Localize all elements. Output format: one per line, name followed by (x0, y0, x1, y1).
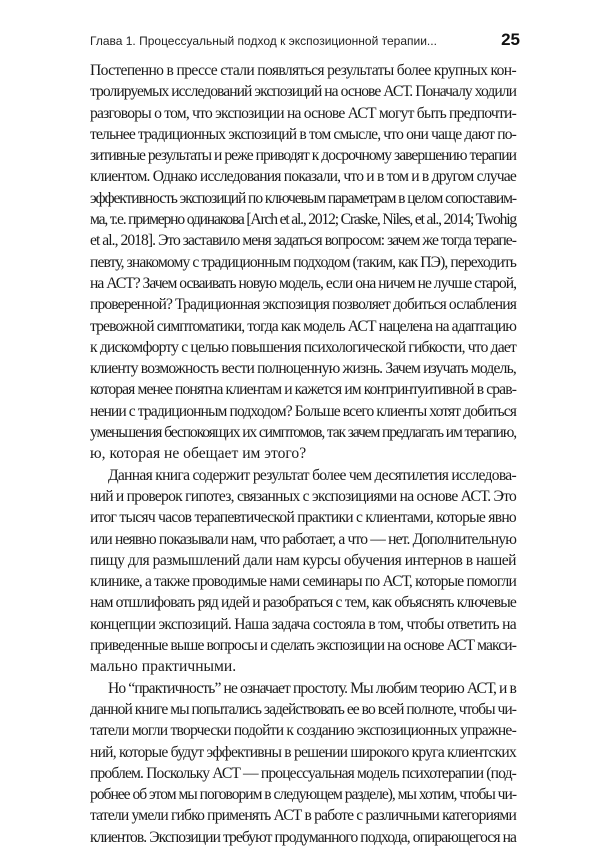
text-line: ний, которые будут эффективны в решении широкого круга клиентских (90, 743, 516, 761)
text-line: ю, которая не обещает им этого? (90, 445, 307, 463)
text-line: татели могли творчески подойти к созданию экспозиционных упражне- (90, 722, 516, 740)
page-number: 25 (501, 30, 520, 49)
text-line: татели умели гибко применять АСТ в работе с различными категориями (90, 807, 516, 825)
text-line: ма, т.е. примерно одинакова [Arch et al., 2012; Craske, Niles, et al., 2014; Twohig (90, 211, 516, 229)
paragraph-3 (90, 678, 516, 848)
text-line: пищу для размышлений дали нам курсы обучения интернов в нашей (90, 551, 516, 569)
text-line: эффективность экспозиций по ключевым параметрам в целом сопоставим- (90, 189, 517, 207)
text-line: к дискомфорту с целью повышения психологической гибкости, что дает (90, 338, 516, 356)
text-line: Но “практичность” не означает простоту. Мы любим теорию АСТ, и в (108, 679, 516, 697)
text-line: проверенной? Традиционная экспозиция позволяет добиться ослабления (90, 296, 516, 314)
text-line: клинике, а также проводимые нами семинары по АСТ, которые помогли (90, 573, 516, 591)
text-line: зитивные результаты и реже приводят к досрочному завершению терапии (90, 147, 516, 165)
running-title: Глава 1. Процессуальный подход к экспозиционной терапии... (90, 34, 437, 48)
body-text (90, 60, 516, 848)
text-line: нении с традиционным подходом? Больше всего клиенты хотят добиться (90, 402, 516, 420)
text-line: нам отшлифовать ряд идей и разобраться с тем, как объяснять ключевые (90, 594, 516, 612)
text-line: клиенту возможность вести полноценную жизнь. Зачем изучать модель, (90, 360, 516, 378)
text-line: приведенные выше вопросы и сделать экспозиции на основе АСТ макси- (90, 637, 516, 655)
text-line: et al., 2018]. Это заставило меня задаться вопросом: зачем же тогда терапе- (90, 232, 516, 250)
text-line: разговоры о том, что экспозиции на основе АСТ могут быть предпочти- (90, 104, 516, 122)
page-header (90, 30, 520, 52)
text-line: или неявно показывали нам, что работает, а что — нет. Дополнительную (90, 530, 516, 548)
text-line: концепции экспозиций. Наша задача состояла в том, чтобы ответить на (90, 615, 516, 633)
text-line: уменьшения беспокоящих их симптомов, так зачем предлагать им терапию, (90, 424, 516, 442)
text-line: Данная книга содержит результат более чем десятилетия исследова- (108, 466, 516, 484)
text-line: на АСТ? Зачем осваивать новую модель, если она ничем не лучше старой, (90, 274, 516, 292)
text-line: проблем. Поскольку АСТ — процессуальная модель психотерапии (под- (90, 764, 516, 782)
paragraph-1 (90, 60, 516, 465)
text-line: клиентом. Однако исследования показали, что и в том и в другом случае (90, 168, 516, 186)
text-line: клиентов. Экспозиции требуют продуманного подхода, опирающегося на (90, 828, 516, 846)
paragraph-2 (90, 465, 516, 678)
text-line: тревожной симптоматики, тогда как модель АСТ нацелена на адаптацию (90, 317, 516, 335)
text-line: итог тысяч часов терапевтической практики с клиентами, которые явно (90, 509, 516, 527)
text-line: данной книге мы попытались задействовать ее во всей полноте, чтобы чи- (90, 700, 516, 718)
text-line: Постепенно в прессе стали появляться результаты более крупных кон- (90, 62, 516, 79)
text-line: ний и проверок гипотез, связанных с экспозициями на основе АСТ. Это (90, 487, 516, 505)
text-line: тельнее традиционных экспозиций в том смысле, что они чаще дают по- (90, 125, 516, 143)
text-line: которая менее понятна клиентам и кажется им контринтуитивной в срав- (90, 381, 516, 399)
text-line: робнее об этом мы поговорим в следующем разделе), мы хотим, чтобы чи- (90, 786, 516, 804)
text-line: певту, знакомому с традиционным подходом (таким, как ПЭ), переходить (90, 253, 516, 271)
text-line: мально практичными. (90, 658, 237, 676)
text-line: тролируемых исследований экспозиций на основе АСТ. Поначалу ходили (90, 83, 516, 101)
